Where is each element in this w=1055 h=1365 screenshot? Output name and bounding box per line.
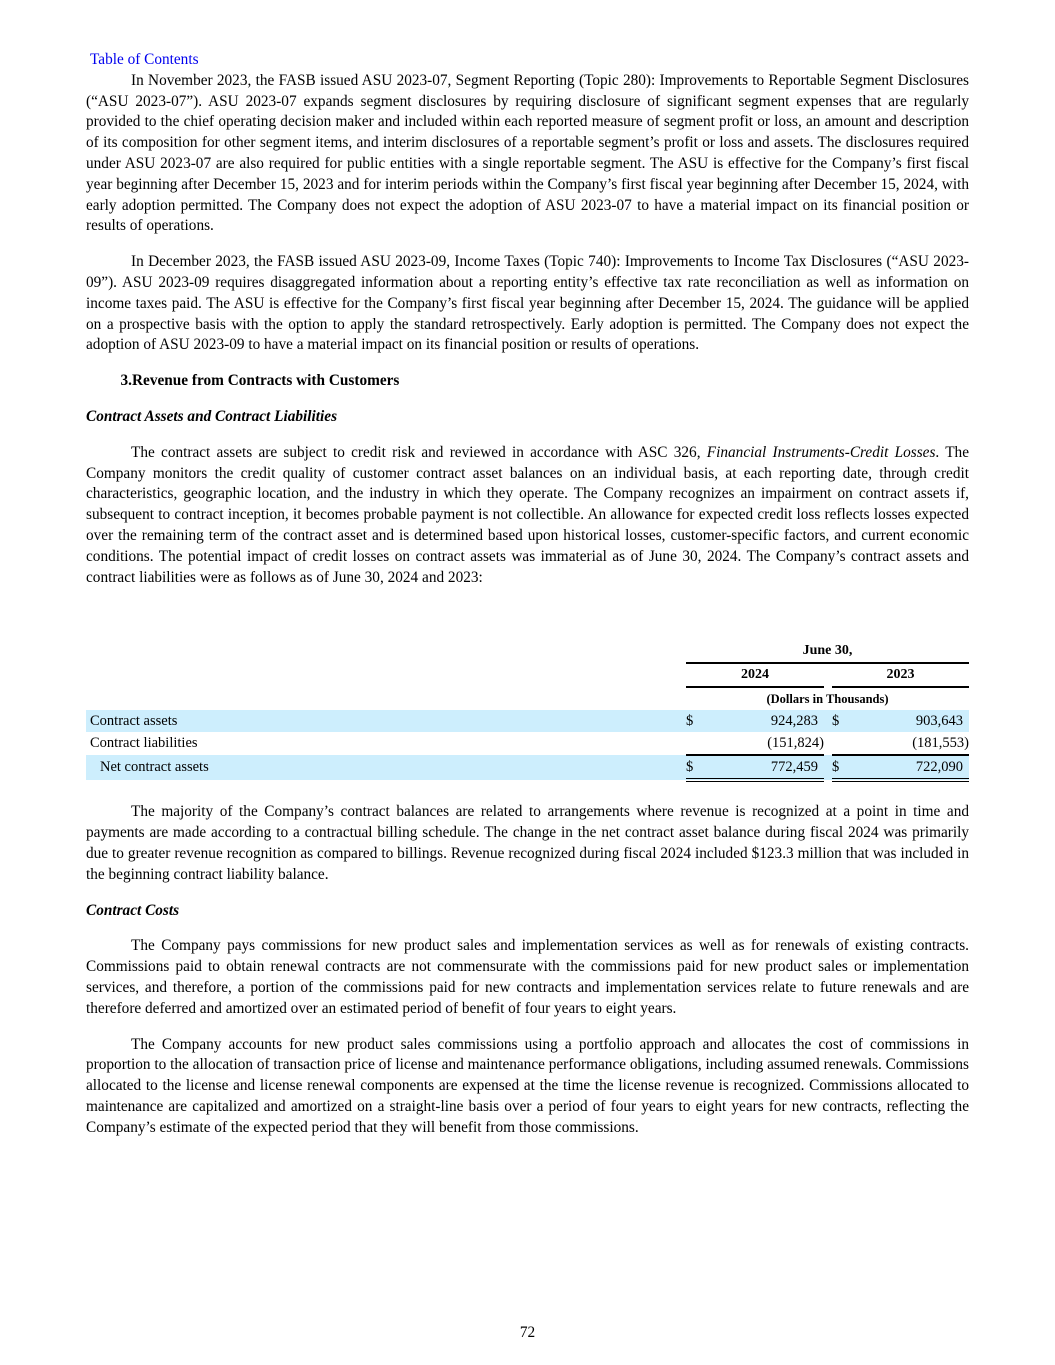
units-label: (Dollars in Thousands)	[766, 691, 889, 706]
paragraph-contract-balances: The majority of the Company’s contract balances are related to arrangements where revenue is recognized at a point in time and payments are made according to a contractual billing schedule. The change in the net contract asset balance during fiscal 2024 was primarily due to greater revenue recognition as compared to billings. Revenue recognized during fiscal 2024 included $123.3 million that was included in the beginning contract liability balance.	[86, 803, 969, 883]
contract-balances-table	[86, 640, 969, 782]
section-heading	[86, 371, 969, 392]
row-label: Net contract assets	[86, 755, 686, 780]
value-2024: (151,824)	[706, 732, 824, 755]
value-2023: 903,643	[852, 710, 969, 732]
italic-text: Financial Instruments-Credit Losses	[706, 443, 936, 461]
value-2023: (181,553)	[852, 732, 969, 755]
table-of-contents-link[interactable]: Table of Contents	[90, 51, 199, 68]
text: . The Company monitors the credit quality of customer contract asset balances on an individual basis, at each reporting date, through credit characteristics, geographic location, and the industry in which they operate. The Company recognizes an impairment on contract assets if, subsequent to contract inception, it becomes probable payment is not collectible. An allowance for expected credit loss reflects losses expected over the remaining term of the contract asset and is determined based upon historical losses, customer-specific factors, and current economic conditions. The potential impact of credit losses on contract assets was immaterial as of June 30, 2024. The Company’s contract assets and contract liabilities were as follows as of June 30, 2024 and 2023:	[86, 443, 969, 586]
document-page	[86, 50, 969, 1153]
text: The contract assets are subject to credit risk and reviewed in accordance with ASC 326,	[131, 443, 707, 461]
paragraph-portfolio-approach: The Company accounts for new product sales commissions using a portfolio approach and allocates the cost of commissions in proportion to the allocation of transaction price of license and maintenance performance obligations, including assumed renewals. Commissions allocated to the license and license renewal components are expensed at the time the license revenue is recognized. Commissions allocated to maintenance are capitalized and amortized on a straight-line basis over a period of four years to eight years for new contracts, reflecting the Company’s estimate of the expected period that they will benefit from those commissions.	[86, 1035, 969, 1136]
currency: $	[832, 755, 852, 780]
paragraph-asu-2023-09: In December 2023, the FASB issued ASU 2023-09, Income Taxes (Topic 740): Improvements to Income Tax Disclosures (“ASU 2023-09”). ASU 2023-09 requires disaggregated information about a reporting entity’s effective tax rate reconciliation as well as information on income taxes paid. The ASU is effective for the Company’s first fiscal year beginning after December 15, 2024. The guidance will be applied on a prospective basis with the option to apply the standard retrospectively. Early adoption is permitted. The Company does not expect the adoption of ASU 2023-09 to have a material impact on its financial position or results of operations.	[86, 253, 969, 354]
currency: $	[832, 710, 852, 732]
subheading-contract-assets: Contract Assets and Contract Liabilities	[86, 407, 338, 425]
table-row	[86, 732, 969, 755]
value-2024: 772,459	[706, 755, 824, 780]
paragraph-asu-2023-07: In November 2023, the FASB issued ASU 2023-07, Segment Reporting (Topic 280): Improvements to Reportable Segment Disclosures (“ASU 2023-07”). ASU 2023-07 expands segment disclosures by requiring disclosure of significant segment expenses that are regularly provided to the chief operating decision maker and included within each reported measure of segment profit or loss, an amount and description of its composition for other segment items, and interim disclosures of a reportable segment’s profit or loss and assets. The disclosures required under ASU 2023-07 are also required for public entities with a single reportable segment. The ASU is effective for the Company’s first fiscal year beginning after December 15, 2023 and for interim periods within the Company’s first fiscal year beginning after December 15, 2024, with early adoption permitted. The Company does not expect the adoption of ASU 2023-07 to have a material impact on its financial position or results of operations.	[86, 71, 969, 235]
page-number: 72	[519, 1324, 536, 1341]
section-title: Revenue from Contracts with Customers	[132, 372, 400, 390]
table-row	[86, 755, 969, 780]
period-header: June 30,	[686, 640, 969, 663]
value-2023: 722,090	[852, 755, 969, 780]
section-number: 3.	[120, 372, 132, 390]
subheading-contract-costs: Contract Costs	[86, 901, 180, 919]
currency: $	[686, 755, 706, 780]
table-row	[86, 710, 969, 732]
year-header-2023: 2023	[832, 663, 969, 687]
row-label: Contract liabilities	[90, 735, 198, 752]
row-label: Contract assets	[86, 710, 686, 732]
paragraph-contract-assets	[86, 443, 969, 589]
paragraph-commissions: The Company pays commissions for new product sales and implementation services as well as for renewals of existing contracts. Commissions paid to obtain renewal contracts are not commensurate with the commissions paid for new product sales or implementation services, and therefore, a portion of the commissions paid for new contracts and implementation services relate to future renewals and are therefore deferred and amortized over an estimated period of benefit of four years to eight years.	[86, 937, 969, 1017]
currency: $	[686, 710, 706, 732]
value-2024: 924,283	[706, 710, 824, 732]
year-header-2024: 2024	[686, 663, 824, 687]
